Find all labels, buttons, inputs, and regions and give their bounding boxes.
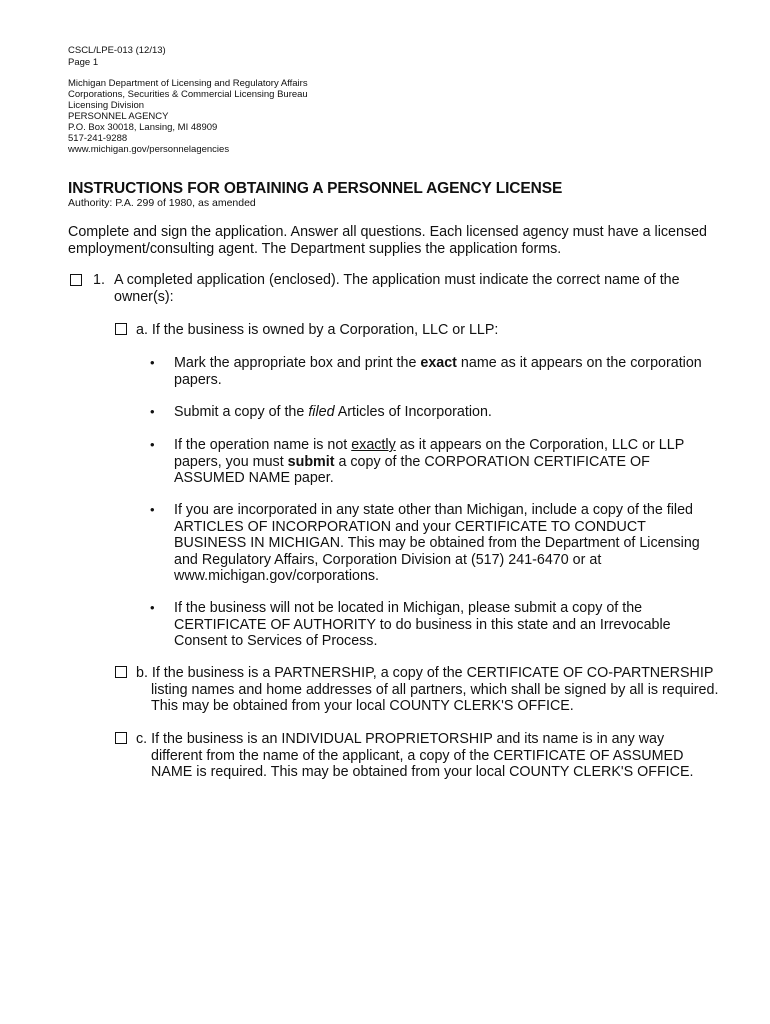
address-phone: 517-241-9288 [68, 133, 128, 144]
bullet-item-4: If you are incorporated in any state other than Michigan, include a copy of the filed ARTICLES OF INCORPORATION and your CERTIFICATE TO CONDUCT BUSINESS IN MICHIGAN. This may be obtained from the Department of Licensing and Regulatory Affairs, Corporation Division at (517) 241-6470 or at www.michigan.gov/corporations. [174, 502, 700, 584]
item1-text [114, 272, 704, 305]
sub-c-text: c. If the business is an INDIVIDUAL PROPRIETORSHIP and its name is in any way different from the name of the applicant, a copy of the CERTIFICATE OF ASSUMED NAME is required. This may be obtained from your local COUNTY CLERK'S OFFICE. [136, 731, 694, 780]
address-line: Licensing Division [68, 100, 145, 111]
address-line: PERSONNEL AGENCY [68, 111, 169, 122]
sub-a-text: a. If the business is owned by a Corporation, LLC or LLP: [136, 322, 499, 338]
bullet-item-3: If the operation name is not exactly as it appears on the Corporation, LLC or LLP papers, you must submit a copy of the CORPORATION CERTIFICATE OF ASSUMED NAME paper. [174, 437, 685, 486]
bullet-item-1: Mark the appropriate box and print the exact name as it appears on the corporation papers. [174, 355, 702, 388]
address-website: www.michigan.gov/personnelagencies [68, 144, 230, 155]
item1-line: owner(s): [114, 288, 174, 305]
bullet-marker: • [150, 600, 155, 615]
authority-note: Authority: P.A. 299 of 1980, as amended [68, 197, 256, 209]
page-label: Page 1 [68, 56, 99, 68]
bullet-marker: • [150, 355, 155, 370]
sub-b-text: b. If the business is a PARTNERSHIP, a copy of the CERTIFICATE OF CO-PARTNERSHIP listing names and home addresses of all partners, which shall be signed by all is required. This may be obtained from your local COUNTY CLERK'S OFFICE. [136, 665, 719, 714]
address-line: Michigan Department of Licensing and Regulatory Affairs [68, 78, 308, 89]
item1-line: A completed application (enclosed). The application must indicate the correct name of the [114, 272, 680, 288]
bullet-marker: • [150, 502, 155, 517]
address-line: Corporations, Securities & Commercial Licensing Bureau [68, 89, 308, 100]
agency-address [68, 78, 308, 155]
sub-b-checkbox[interactable] [115, 666, 127, 678]
bullet-marker: • [150, 437, 155, 452]
item1-number: 1. [93, 272, 105, 288]
form-header [68, 45, 166, 68]
address-line: P.O. Box 30018, Lansing, MI 48909 [68, 122, 218, 133]
intro-line: Complete and sign the application. Answer all questions. Each licensed agency must have a licensed [68, 224, 707, 240]
bullet-item-2: Submit a copy of the filed Articles of Incorporation. [174, 404, 492, 420]
sub-c-checkbox[interactable] [115, 732, 127, 744]
bullet-item-5: If the business will not be located in Michigan, please submit a copy of the CERTIFICATE OF AUTHORITY to do business in this state and an Irrevocable Consent to Services of Process. [174, 600, 671, 649]
intro-line: employment/consulting agent. The Department supplies the application forms. [68, 240, 562, 257]
sub-a-checkbox[interactable] [115, 323, 127, 335]
bullet-marker: • [150, 404, 155, 419]
item1-checkbox[interactable] [70, 274, 82, 286]
intro-paragraph [68, 224, 708, 257]
page-title: INSTRUCTIONS FOR OBTAINING A PERSONNEL AGENCY LICENSE [68, 180, 563, 197]
form-code: CSCL/LPE-013 (12/13) [68, 45, 166, 56]
